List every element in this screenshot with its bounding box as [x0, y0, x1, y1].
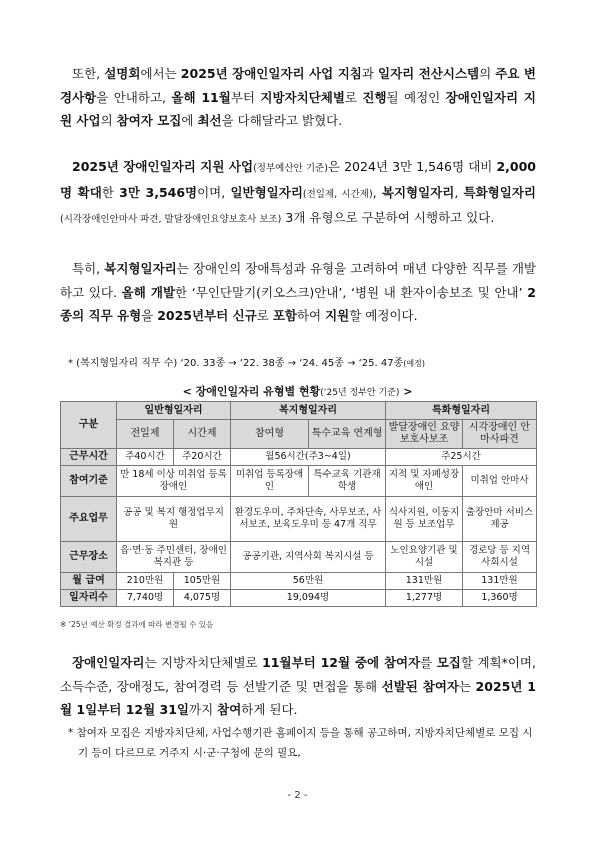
- table-title: < 장애인일자리 유형별 현황(‘25년 정부안 기준) >: [182, 385, 413, 398]
- subheader-special-edu: 특수교육 연계형: [309, 420, 386, 449]
- table-cell: 1,277명: [386, 590, 463, 607]
- table-cell: 읍·면·동 주민센터, 장애인복지관 등: [117, 542, 231, 573]
- table-header-row: [61, 402, 537, 420]
- subheader-care: 발달장애인 요양보호사보조: [386, 420, 463, 449]
- table-cell: 7,740명: [117, 590, 174, 607]
- table-cell: 210만원: [117, 573, 174, 590]
- row-label: 참여기준: [61, 466, 117, 497]
- subheader-massage: 시각장애인 안마사파견: [463, 420, 537, 449]
- table-cell: 4,075명: [174, 590, 231, 607]
- table-row: [61, 449, 537, 466]
- table-cell: 19,094명: [231, 590, 386, 607]
- table-cell: 주25시간: [386, 449, 537, 466]
- subheader-full: 전일제: [117, 420, 174, 449]
- paragraph-recruitment: 장애인일자리는 지방자치단체별로 11월부터 12월 중에 참여자를 모집할 계획*이며, 소득수준, 장애정도, 참여경력 등 선발기준 및 면접을 통해 선발된 참여자는 2025년 1월 1일부터 12월 31일까지 참여하게 된다.: [60, 655, 536, 717]
- table-cell: 월56시간(주3~4일): [231, 449, 386, 466]
- subheader-participation: 참여형: [231, 420, 309, 449]
- table-cell: 식사지원, 이동지원 등 보조업무: [386, 497, 463, 542]
- row-label: 월 급여: [61, 573, 117, 590]
- table-row: [61, 466, 537, 497]
- table-cell: 지적 및 자폐성장애인: [386, 466, 463, 497]
- job-type-table: [60, 401, 537, 607]
- paragraph-welfare-jobs: 특히, 복지형일자리는 장애인의 장애특성과 유형을 고려하여 매년 다양한 직무를 개발하고 있다. 올해 개발한 ‘무인단말기(키오스크)안내’, ‘병원 내 환자이송보조 및 안내’ 2종의 직무 유형을 2025년부터 신규로 포함하여 지원할 예정이다.: [60, 261, 536, 323]
- header-welfare: 복지형일자리: [231, 402, 386, 420]
- footnote-recruitment: * 참여자 모집은 지방자치단체, 사업수행기관 홈페이지 등을 통해 공고하며, 지방자치단체별로 모집 시기 등이 다르므로 거주지 시·군·구청에 문의 필요,: [68, 727, 533, 759]
- table-row: [61, 590, 537, 607]
- table-subheader-row: [61, 420, 537, 449]
- table-cell: 경로당 등 지역사회시설: [463, 542, 537, 573]
- table-cell: 출장안마 서비스 제공: [463, 497, 537, 542]
- header-special: 특화형일자리: [386, 402, 537, 420]
- table-cell: 환경도우미, 주차단속, 사무보조, 사서보조, 보육도우미 등 47개 직무: [231, 497, 386, 542]
- table-footnote: ※ ‘25년 예산 확정 결과에 따라 변경될 수 있음: [60, 620, 214, 629]
- table-cell: 주20시간: [174, 449, 231, 466]
- row-label: 근무시간: [61, 449, 117, 466]
- table-cell: 131만원: [463, 573, 537, 590]
- table-row: [61, 573, 537, 590]
- table-cell: 미취업 등록장애인: [231, 466, 309, 497]
- subheader-part: 시간제: [174, 420, 231, 449]
- table-cell: 노인요양기관 및 시설: [386, 542, 463, 573]
- table-row: [61, 497, 537, 542]
- table-cell: 1,360명: [463, 590, 537, 607]
- row-label: 주요업무: [61, 497, 117, 542]
- table-cell: 공공기관, 지역사회 복지시설 등: [231, 542, 386, 573]
- table-cell: 131만원: [386, 573, 463, 590]
- table-cell: 56만원: [231, 573, 386, 590]
- row-label: 일자리수: [61, 590, 117, 607]
- table-cell: 특수교육 기관재학생: [309, 466, 386, 497]
- footnote-job-count: * (복지형일자리 직무 수) ‘20. 33종 → ‘22. 38종 → ‘24. 45종 → ‘25. 47종(예정): [68, 358, 425, 369]
- table-row: [61, 542, 537, 573]
- page-number: - 2 -: [287, 790, 308, 801]
- table-cell: 공공 및 복지 행정업무지원: [117, 497, 231, 542]
- table-cell: 만 18세 이상 미취업 등록장애인: [117, 466, 231, 497]
- paragraph-briefing: 또한, 설명회에서는 2025년 장애인일자리 사업 지침과 일자리 전산시스템의 주요 변경사항을 안내하고, 올해 11월부터 지방자치단체별로 진행될 예정인 장애인일자리 지원 사업의 참여자 모집에 최선을 다해달라고 밝혔다.: [60, 66, 536, 128]
- table-cell: 주40시간: [117, 449, 174, 466]
- table-cell: 미취업 안마사: [463, 466, 537, 497]
- paragraph-program-scale: 2025년 장애인일자리 지원 사업(정부예산안 기준)은 2024년 3만 1,546명 대비 2,000명 확대한 3만 3,546명이며, 일반형일자리(전일제, 시간제), 복지형일자리, 특화형일자리(시각장애인안마사 파견, 발달장애인요양보호사 보조) 3개 유형으로 구분하여 시행하고 있다.: [60, 159, 537, 225]
- table-cell: 105만원: [174, 573, 231, 590]
- header-gubun: 구분: [61, 402, 117, 449]
- header-general: 일반형일자리: [117, 402, 231, 420]
- row-label: 근무장소: [61, 542, 117, 573]
